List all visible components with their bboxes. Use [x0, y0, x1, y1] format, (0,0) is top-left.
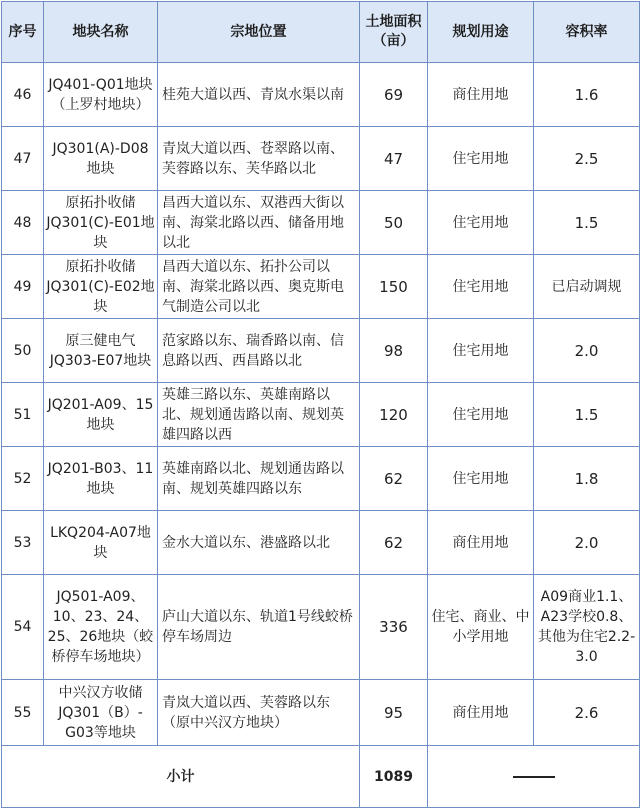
cell-name: JQ401-Q01地块（上罗村地块）: [44, 63, 158, 127]
cell-seq: 46: [2, 63, 44, 127]
cell-far: 1.6: [534, 63, 640, 127]
cell-area: 150: [360, 255, 428, 319]
table-row: [2, 319, 640, 383]
cell-use: 住宅用地: [428, 127, 534, 191]
cell-seq: 55: [2, 680, 44, 746]
cell-location: 范家路以东、瑞香路以南、信息路以西、西昌路以北: [158, 319, 360, 383]
cell-seq: 50: [2, 319, 44, 383]
cell-name: LKQ204-A07地块: [44, 511, 158, 575]
cell-location: 庐山大道以东、轨道1号线蛟桥停车场周边: [158, 575, 360, 680]
table-row: [2, 191, 640, 255]
cell-use: 住宅用地: [428, 447, 534, 511]
header-location: 宗地位置: [158, 2, 360, 63]
table-row: [2, 255, 640, 319]
cell-area: 95: [360, 680, 428, 746]
table-row: [2, 383, 640, 447]
cell-location: 青岚大道以西、芙蓉路以东（原中兴汉方地块）: [158, 680, 360, 746]
cell-far: 2.6: [534, 680, 640, 746]
cell-name: 原拓扑收储JQ301(C)-E01地块: [44, 191, 158, 255]
cell-use: 商住用地: [428, 63, 534, 127]
cell-far: 2.5: [534, 127, 640, 191]
cell-area: 62: [360, 447, 428, 511]
cell-name: JQ501-A09、10、23、24、25、26地块（蛟桥停车场地块）: [44, 575, 158, 680]
cell-use: 商住用地: [428, 680, 534, 746]
header-area: 土地面积（亩）: [360, 2, 428, 63]
cell-name: 中兴汉方收储JQ301（B）-G03等地块: [44, 680, 158, 746]
cell-use: 住宅用地: [428, 255, 534, 319]
header-name: 地块名称: [44, 2, 158, 63]
cell-far: A09商业1.1、A23学校0.8、其他为住宅2.2-3.0: [534, 575, 640, 680]
cell-seq: 51: [2, 383, 44, 447]
cell-far: 1.5: [534, 191, 640, 255]
table-row: [2, 127, 640, 191]
cell-seq: 53: [2, 511, 44, 575]
total-label: 小计: [2, 746, 360, 808]
header-seq: 序号: [2, 2, 44, 63]
cell-area: 62: [360, 511, 428, 575]
cell-location: 桂苑大道以西、青岚水渠以南: [158, 63, 360, 127]
cell-name: JQ201-A09、15地块: [44, 383, 158, 447]
table-row: [2, 575, 640, 680]
cell-seq: 54: [2, 575, 44, 680]
cell-far: 已启动调规: [534, 255, 640, 319]
cell-location: 金水大道以东、港盛路以北: [158, 511, 360, 575]
cell-far: 1.5: [534, 383, 640, 447]
table-row: [2, 447, 640, 511]
header-use: 规划用途: [428, 2, 534, 63]
cell-name: 原三健电气JQ303-E07地块: [44, 319, 158, 383]
cell-seq: 48: [2, 191, 44, 255]
cell-seq: 47: [2, 127, 44, 191]
land-parcel-table: [1, 1, 640, 808]
cell-far: 2.0: [534, 319, 640, 383]
cell-use: 住宅、商业、中小学用地: [428, 575, 534, 680]
cell-location: 青岚大道以西、苍翠路以南、芙蓉路以东、芙华路以北: [158, 127, 360, 191]
cell-area: 47: [360, 127, 428, 191]
cell-name: 原拓扑收储JQ301(C)-E02地块: [44, 255, 158, 319]
cell-location: 英雄三路以东、英雄南路以北、规划通齿路以南、规划英雄四路以西: [158, 383, 360, 447]
total-area: 1089: [360, 746, 428, 808]
header-row: [2, 2, 640, 63]
cell-use: 住宅用地: [428, 319, 534, 383]
table-row: [2, 511, 640, 575]
cell-name: JQ301(A)-D08地块: [44, 127, 158, 191]
cell-use: 商住用地: [428, 511, 534, 575]
cell-far: 2.0: [534, 511, 640, 575]
cell-area: 98: [360, 319, 428, 383]
total-far-cell: [428, 746, 640, 808]
cell-area: 336: [360, 575, 428, 680]
cell-area: 120: [360, 383, 428, 447]
cell-far: 1.8: [534, 447, 640, 511]
cell-location: 英雄南路以北、规划通齿路以南、规划英雄四路以东: [158, 447, 360, 511]
cell-use: 住宅用地: [428, 191, 534, 255]
cell-name: JQ201-B03、11地块: [44, 447, 158, 511]
table-row: [2, 63, 640, 127]
dash-mark: [513, 776, 555, 778]
cell-use: 住宅用地: [428, 383, 534, 447]
cell-location: 昌西大道以东、双港西大街以南、海棠北路以西、储备用地以北: [158, 191, 360, 255]
cell-seq: 49: [2, 255, 44, 319]
header-far: 容积率: [534, 2, 640, 63]
cell-area: 69: [360, 63, 428, 127]
cell-seq: 52: [2, 447, 44, 511]
cell-location: 昌西大道以东、拓扑公司以南、海棠北路以西、奥克斯电气制造公司以北: [158, 255, 360, 319]
cell-area: 50: [360, 191, 428, 255]
table-row: [2, 680, 640, 746]
total-row: [2, 746, 640, 808]
